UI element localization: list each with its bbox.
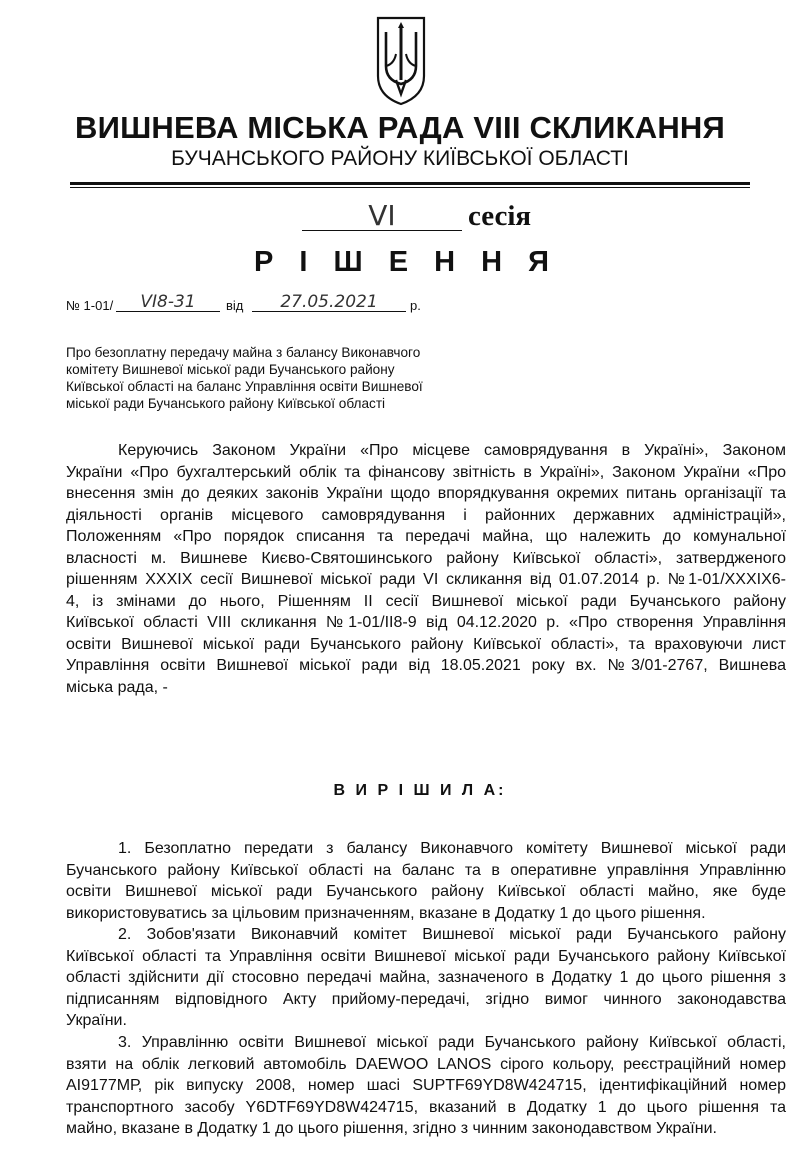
- item-line: Бучанського району Київської області на баланс та в оперативне управління Управлінню: [66, 861, 786, 879]
- preamble-line: власності м. Вишневе Києво-Святошинського району Київської області», затвердженого: [66, 549, 786, 567]
- subject-line: Київської області на баланс Управління освіти Вишневої: [66, 379, 423, 394]
- preamble-line: внесення змін до деяких законів України щодо впорядкування окремих питань організації та: [66, 485, 786, 502]
- session-label: сесія: [468, 200, 532, 232]
- item-line: підписанням відповідного Акту прийому-передачі, згідно вимог чинного законодавства: [66, 990, 786, 1008]
- preamble-line: Керуючись Законом України «Про місцеве самоврядування в Україні», Законом: [118, 442, 786, 459]
- session-line: [300, 198, 600, 238]
- date-suffix: р.: [410, 298, 421, 313]
- resolved-heading: В И Р І Ш И Л А:: [333, 782, 507, 799]
- council-subtitle: БУЧАНСЬКОГО РАЙОНУ КИЇВСЬКОЇ ОБЛАСТІ: [171, 147, 629, 170]
- item-line: взяти на облік легковий автомобіль DAEWOO LANOS сірого кольору, реєстраційний номер: [66, 1055, 786, 1073]
- item-line: 2. Зобов'язати Виконавчий комітет Вишневої міської ради Бучанського району: [118, 926, 786, 943]
- preamble-line: міська рада, -: [66, 678, 168, 696]
- preamble: [66, 440, 786, 698]
- subject-block: [66, 344, 466, 412]
- preamble-line: рішенням XXXIX сесії Вишневої міської ради VI скликання від 01.07.2014 р. №1-01/XXXIX6-: [66, 571, 786, 588]
- item-line: України.: [66, 1012, 127, 1029]
- number-prefix: № 1-01/: [66, 298, 114, 313]
- date-prefix: від: [226, 298, 244, 313]
- preamble-line: 4, із змінами до нього, Рішенням II сесії Вишневої міської ради Бучанського району: [66, 592, 786, 610]
- item-3: [66, 1032, 786, 1140]
- item-line: транспортного засобу Y6DTF69YD8W424715, вказаний в Додатку 1 до цього рішення та: [66, 1098, 786, 1116]
- preamble-line: Положенням «Про порядок списання та передачі майна, що належить до комунальної: [66, 528, 786, 545]
- item-1: [66, 838, 786, 924]
- preamble-line: Київської області VIII скликання №1-01/II8-9 від 04.12.2020 р. «Про створення Управління: [66, 614, 786, 631]
- subject-line: комітету Вишневої міської ради Бучанського району: [66, 362, 395, 377]
- item-2: [66, 924, 786, 1032]
- item-line: 3. Управлінню освіти Вишневої міської ради Бучанського району Київської області,: [118, 1034, 786, 1051]
- item-line: АІ9177МР, рік випуску 2008, номер шасі SUPTF69YD8W424715, ідентифікаційний номер: [66, 1077, 786, 1094]
- date-handwritten: 27.05.2021: [252, 292, 406, 312]
- trident-icon: [372, 14, 430, 106]
- item-line: освіти Вишневої міської ради Бучанського району Київської області майно, яке буде: [66, 883, 786, 900]
- document-type: Р І Ш Е Н Н Я: [254, 246, 558, 278]
- item-line: використовуватись за цільовим призначенням, вказане в Додатку 1 до цього рішення.: [66, 904, 706, 922]
- item-line: області здійснити дії стосовно передачі майна, зазначеного в Додатку 1 до цього рішення з: [66, 969, 786, 986]
- preamble-line: Управління освіти Вишневої міської ради від 18.05.2021 року вх. №3/01-2767, Вишнева: [66, 657, 786, 674]
- preamble-line: України «Про бухгалтерський облік та фінансову звітність в Україні», Законом України «Про: [66, 463, 786, 481]
- header-rule: [70, 182, 750, 185]
- header-rule-thin: [70, 187, 750, 188]
- registration-line: [66, 292, 466, 318]
- number-handwritten: VI8-31: [116, 292, 220, 312]
- preamble-line: діяльності органів місцевого самоврядування і районних державних адміністрацій»,: [66, 506, 786, 524]
- item-line: 1. Безоплатно передати з балансу Виконавчого комітету Вишневої міської ради: [118, 840, 786, 857]
- subject-line: міської ради Бучанського району Київської області: [66, 396, 386, 411]
- item-line: Київської області та Управління освіти Вишневої міської ради Бучанського району Київської: [66, 947, 786, 965]
- session-number: VI: [302, 198, 462, 231]
- council-title: ВИШНЕВА МІСЬКА РАДА VIII СКЛИКАННЯ: [75, 110, 725, 145]
- subject-line: Про безоплатну передачу майна з балансу Виконавчого: [66, 345, 421, 360]
- item-line: майно, вказане в Додатку 1 до цього рішення, згідно з чинним законодавством України.: [66, 1120, 717, 1137]
- preamble-line: освіти Вишневої міської ради Бучанського району Київської області», та враховуючи лист: [66, 635, 786, 653]
